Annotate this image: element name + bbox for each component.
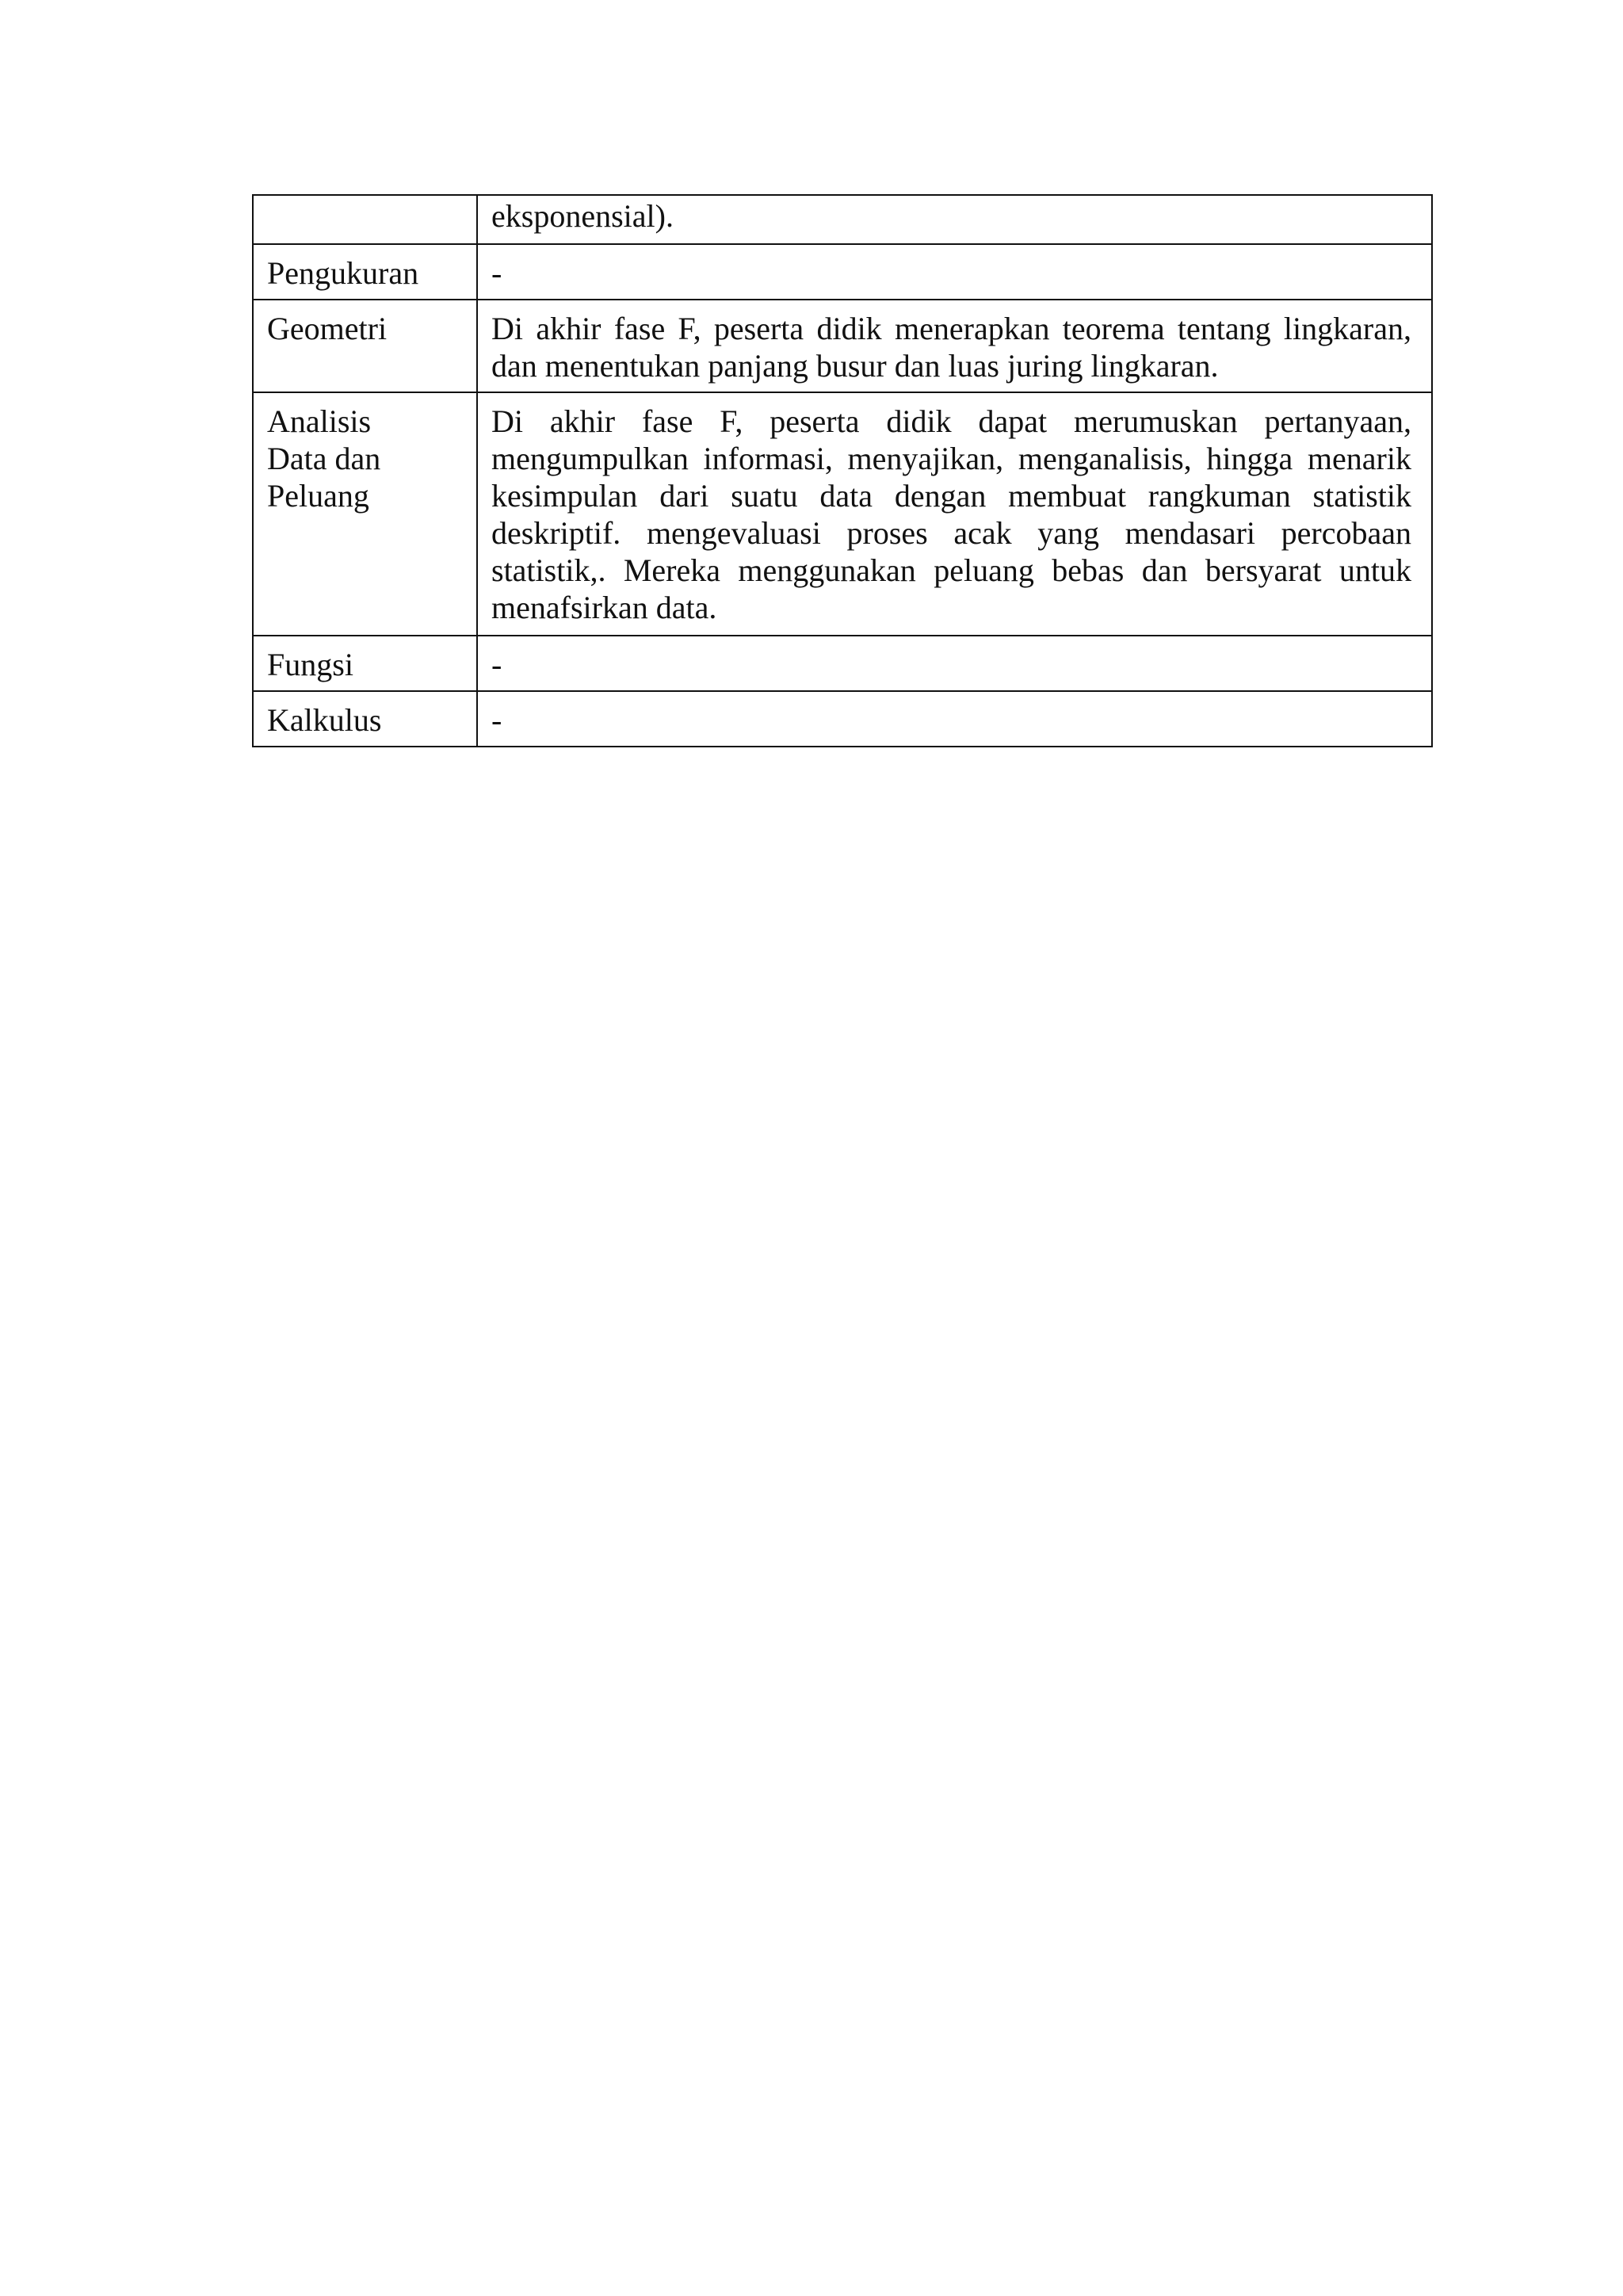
element-cell xyxy=(253,244,477,300)
table-row xyxy=(253,691,1432,747)
element-description: - xyxy=(491,647,502,682)
element-cell xyxy=(253,392,477,636)
table-row xyxy=(253,195,1432,244)
element-description: eksponensial). xyxy=(491,198,674,234)
description-cell xyxy=(477,392,1432,636)
curriculum-elements-table xyxy=(252,194,1433,747)
table-row xyxy=(253,300,1432,392)
element-label: Analisis Data dan Peluang xyxy=(267,403,381,514)
description-cell xyxy=(477,636,1432,691)
element-description: - xyxy=(491,255,502,291)
description-cell xyxy=(477,300,1432,392)
description-cell xyxy=(477,244,1432,300)
description-cell xyxy=(477,691,1432,747)
element-cell xyxy=(253,300,477,392)
table-row xyxy=(253,392,1432,636)
element-description: Di akhir fase F, peserta didik menerapkan teorema tentang lingkaran, dan menentukan panjang busur dan luas juring lingkaran. xyxy=(491,311,1411,384)
table-row xyxy=(253,244,1432,300)
element-label: Kalkulus xyxy=(267,702,382,738)
element-label: Pengukuran xyxy=(267,255,419,291)
element-cell xyxy=(253,195,477,244)
table-row xyxy=(253,636,1432,691)
element-description: - xyxy=(491,702,502,738)
description-cell xyxy=(477,195,1432,244)
element-label: Geometri xyxy=(267,311,388,346)
element-cell xyxy=(253,636,477,691)
element-description: Di akhir fase F, peserta didik dapat merumuskan pertanyaan, mengumpulkan informasi, menyajikan, menganalisis, hingga menarik kesimpulan dari suatu data dengan membuat rangkuman statistik deskriptif. mengevaluasi proses acak yang mendasari percobaan statistik,. Mereka menggunakan peluang bebas dan bersyarat untuk menafsirkan data. xyxy=(491,403,1411,625)
element-label: Fungsi xyxy=(267,647,353,682)
element-cell xyxy=(253,691,477,747)
